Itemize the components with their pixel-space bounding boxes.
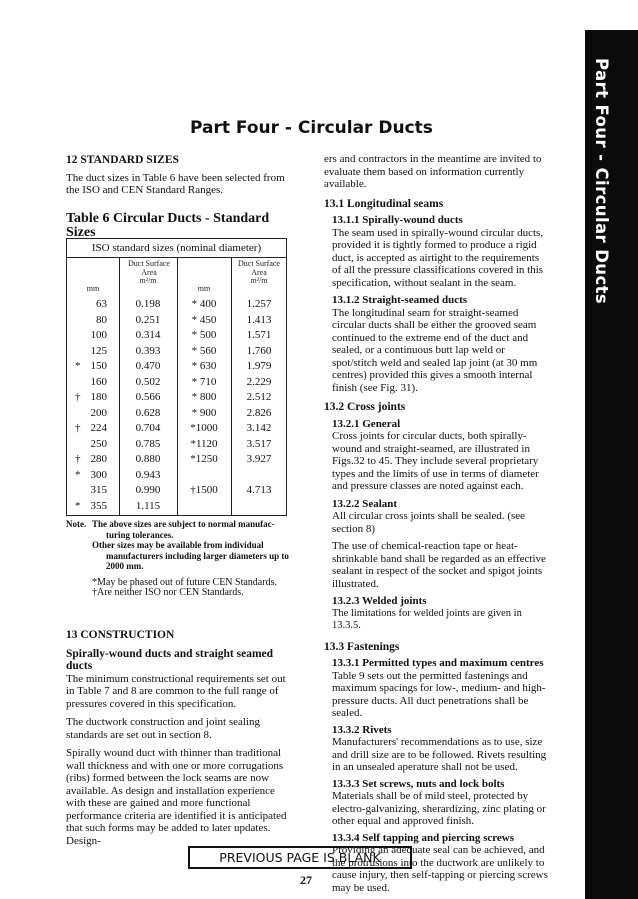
nominal-diameter: 180 <box>90 391 107 403</box>
col-header-mm-left: mm <box>86 284 100 293</box>
heading-13-3-2: 13.3.2 Rivets <box>332 723 392 736</box>
surface-area: 3.517 <box>246 437 272 450</box>
nominal-diameter: * 500 <box>191 329 217 341</box>
nominal-diameter: * 800 <box>191 391 217 403</box>
nominal-diameter: 63 <box>96 298 107 310</box>
para-13-2-2b: The use of chemical-reaction tape or heat-shrinkable band shall be regarded as an effective sealant in respect of the socket and spigot joints illustrated. <box>332 540 546 590</box>
nominal-diameter: 125 <box>90 344 107 357</box>
nominal-diameter: * 710 <box>191 375 217 388</box>
size-marker: † <box>75 422 81 434</box>
footnote-iso: †Are neither ISO nor CEN Standards. <box>92 587 244 598</box>
note-label: Note. <box>66 519 87 529</box>
surface-area: 1.413 <box>246 313 272 326</box>
nominal-diameter: * 560 <box>191 344 217 357</box>
surface-area: 0.393 <box>135 344 161 357</box>
nominal-diameter: 80 <box>96 313 107 326</box>
size-marker: * <box>75 468 81 481</box>
surface-area: 0.566 <box>135 391 161 403</box>
surface-area: 0.470 <box>135 360 161 372</box>
nominal-diameter: *1250 <box>190 453 218 465</box>
nominal-diameter: †1500 <box>190 484 218 496</box>
table-6-title: Table 6 Circular Ducts - Standard Sizes <box>66 210 270 240</box>
note-text <box>92 519 289 572</box>
nominal-diameter: *1000 <box>190 422 218 434</box>
col-header-unit-left: m²/m <box>139 276 157 285</box>
surface-area: 0.251 <box>135 313 161 326</box>
left-column-bottom <box>66 629 292 847</box>
size-marker: * <box>75 360 81 372</box>
note-line: 2000 mm. <box>106 561 144 571</box>
para-13-2-3: The limitations for welded joints are given in 13.3.5. <box>332 607 522 631</box>
surface-area: 0.502 <box>135 375 161 388</box>
para-13-3-3: Materials shall be of mild steel, protected by electro-galvanizing, sherardizing, zinc plating or other equal and approved finish. <box>332 790 546 827</box>
para-13-3-4: Providing an adequate seal can be achieved, and the protrusions into the ductwork are unlikely to cause injury, then self-tapping or piercing screws may be used. <box>332 844 548 894</box>
surface-area: 1.760 <box>246 344 272 357</box>
heading-13-1-1: 13.1.1 Spirally-wound ducts <box>332 214 463 226</box>
col-header-area-left: Duct Surface Area <box>128 259 170 277</box>
col-header-unit-right: m²/m <box>250 276 268 285</box>
nominal-diameter: 200 <box>90 406 107 419</box>
surface-area: 3.927 <box>246 453 272 465</box>
footnote-cen: *May be phased out of future CEN Standards. <box>92 576 277 588</box>
para-13-2-2a: All circular cross joints shall be sealed. (see section 8) <box>332 510 526 535</box>
section-13-para-1: The minimum constructional requirements set out in Table 7 and 8 are common to the full range of pressures covered in this specification. <box>66 672 286 710</box>
surface-area: 3.142 <box>246 422 272 434</box>
surface-area: 0.628 <box>135 406 161 419</box>
nominal-diameter: *1120 <box>190 437 218 450</box>
heading-13-2: 13.2 Cross joints <box>324 401 406 413</box>
section-13-para-3: Spirally wound duct with thinner than traditional wall thickness and with one or more corrugations (ribs) formed between the lock seams are now available. As design and installation experience with these are gained and more functional performance criteria are identified it is anticipated that such forms may be added to later updates. Design- <box>66 747 287 847</box>
side-tab-text: Part Four - Circular Ducts <box>592 58 611 305</box>
page-number: 27 <box>300 873 312 887</box>
note-line: turing tolerances. <box>106 529 174 540</box>
para-13-1-2: The longitudinal seam for straight-seamed circular ducts shall be either the grooved seam continued to the extreme end of the duct and sealed, or a continuous butt lap weld or spot/stitch weld and sealed lap joint (at 30 mm centres) provided this gives a smooth internal finish (see Fig. 31). <box>332 306 538 394</box>
heading-13-2-2: 13.2.2 Sealant <box>332 497 398 510</box>
note-line: manufacturers including larger diameters up to <box>106 550 289 561</box>
section-13-heading: 13 CONSTRUCTION <box>66 629 175 641</box>
table-divider <box>177 257 178 515</box>
surface-area: 0.943 <box>135 468 161 481</box>
surface-area: 0.785 <box>135 437 161 450</box>
para-13-3-1: Table 9 sets out the permitted fastenings and maximum spacings for low-, medium- and high-pressure ducts. All duct penetrations shall be sealed. <box>332 669 546 719</box>
right-column <box>324 153 548 894</box>
nominal-diameter: * 450 <box>191 313 217 326</box>
size-marker: † <box>75 391 81 403</box>
surface-area: 2.826 <box>246 406 272 419</box>
heading-13-1: 13.1 Longitudinal seams <box>324 197 444 210</box>
surface-area: 2.512 <box>246 391 272 403</box>
surface-area: 1.257 <box>246 298 272 310</box>
surface-area: 0.314 <box>135 329 161 341</box>
surface-area: 0.990 <box>135 484 161 496</box>
surface-area: 0.198 <box>135 298 161 310</box>
nominal-diameter: 280 <box>90 453 107 465</box>
table-notes <box>66 519 292 599</box>
page-title: Part Four - Circular Ducts <box>190 118 433 138</box>
previous-page-blank-banner: PREVIOUS PAGE IS BLANK <box>188 846 412 869</box>
nominal-diameter: 100 <box>90 329 107 341</box>
size-marker: † <box>75 453 81 465</box>
continued-para: ers and contractors in the meantime are invited to evaluate them based on information currently available. <box>324 153 542 190</box>
table-6 <box>66 238 287 516</box>
col-header-mm-right: mm <box>197 284 211 293</box>
nominal-diameter: 150 <box>90 360 107 372</box>
nominal-diameter: 224 <box>90 422 107 434</box>
surface-area: 1.115 <box>135 499 161 512</box>
nominal-diameter: 160 <box>90 375 107 388</box>
nominal-diameter: * 900 <box>191 406 217 419</box>
surface-area: 1.979 <box>246 360 272 372</box>
size-marker: * <box>75 499 81 512</box>
surface-area: 0.880 <box>135 453 161 465</box>
section-12-heading: 12 STANDARD SIZES <box>66 154 179 166</box>
heading-13-3-1: 13.3.1 Permitted types and maximum centres <box>332 657 544 669</box>
note-line: Other sizes may be available from individual <box>92 540 264 550</box>
surface-area: 2.229 <box>246 375 272 388</box>
heading-13-2-1: 13.2.1 General <box>332 417 401 430</box>
section-13-para-2: The ductwork construction and joint sealing standards are set out in section 8. <box>66 716 260 741</box>
nominal-diameter: 355 <box>90 499 107 512</box>
nominal-diameter: 300 <box>90 468 107 481</box>
para-13-2-1: Cross joints for circular ducts, both spirally-wound and straight-seamed, are illustrated in Figs.32 to 45. They include several proprietary types and the limits of use in terms of diameter and pressure classes are noted against each. <box>332 430 539 492</box>
para-13-3-2: Manufacturers' recommendations as to use, size and drill size are to be followed. Rivets resulting in an unsealed aperature shall not be used. <box>332 736 547 773</box>
heading-13-2-3: 13.2.3 Welded joints <box>332 595 427 607</box>
nominal-diameter: * 400 <box>191 298 217 310</box>
heading-13-3-4: 13.3.4 Self tapping and piercing screws <box>332 831 515 844</box>
section-13-subheading: Spirally-wound ducts and straight seamed ducts <box>66 647 274 672</box>
heading-13-1-2: 13.1.2 Straight-seamed ducts <box>332 294 468 306</box>
note-line: The above sizes are subject to normal manufac- <box>92 519 275 529</box>
para-13-1-1: The seam used in spirally-wound circular ducts, provided it is tightly formed to produce a rigid duct, is accepted as airtight to the requirements of all the pressure classifications covered in this specification, without sealant in the seam. <box>332 226 544 289</box>
heading-13-3: 13.3 Fastenings <box>324 640 400 653</box>
nominal-diameter: 315 <box>90 484 107 496</box>
table-caption: ISO standard sizes (nominal diameter) <box>67 239 286 258</box>
surface-area: 1.571 <box>246 329 272 341</box>
col-header-area-right: Duct Surface Area <box>238 259 280 277</box>
heading-13-3-3: 13.3.3 Set screws, nuts and lock bolts <box>332 777 505 790</box>
nominal-diameter: 250 <box>90 437 107 450</box>
nominal-diameter: * 630 <box>191 360 217 372</box>
surface-area: 0.704 <box>135 422 161 434</box>
left-column-top <box>66 154 292 240</box>
section-12-text: The duct sizes in Table 6 have been selected from the ISO and CEN Standard Ranges. <box>66 171 285 196</box>
surface-area: 4.713 <box>246 484 272 496</box>
